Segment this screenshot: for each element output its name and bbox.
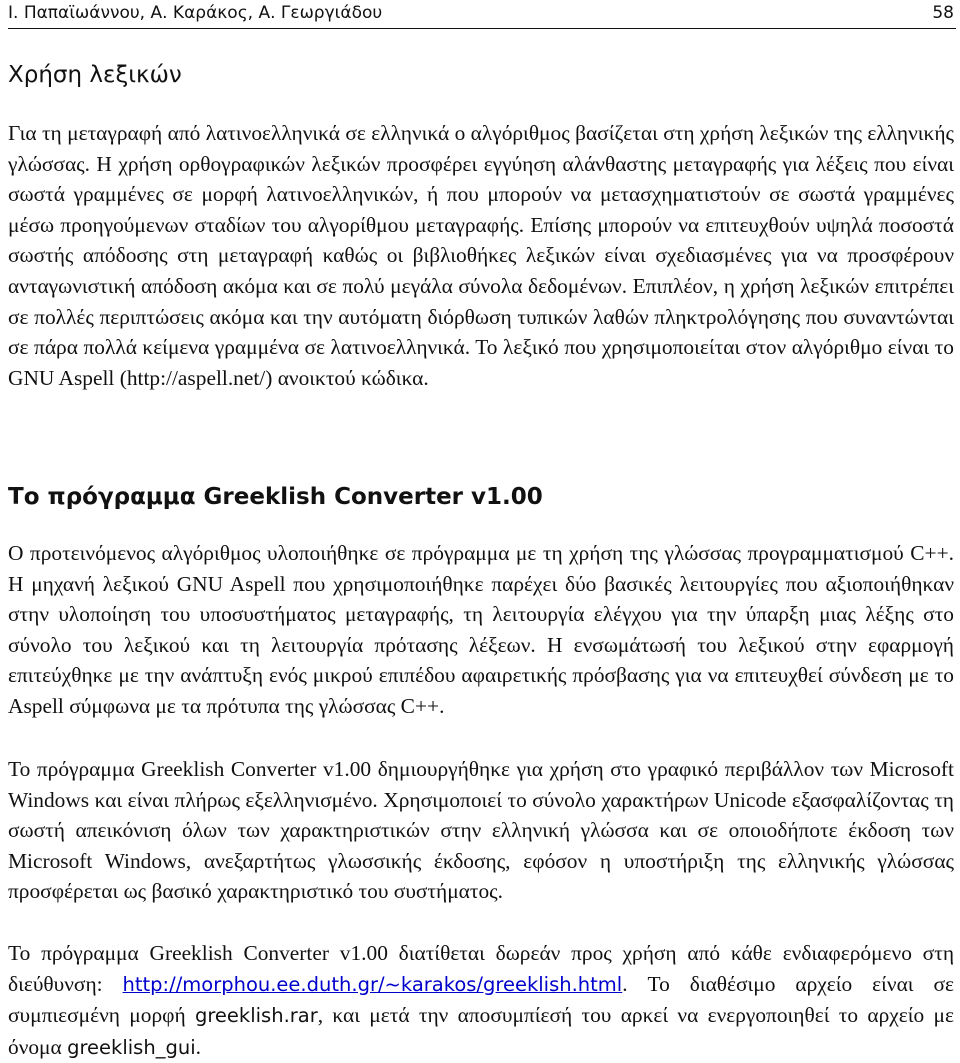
section-title-program: Το πρόγραμμα Greeklish Converter v1.00 bbox=[8, 484, 543, 510]
paragraph-availability bbox=[8, 938, 954, 1063]
availability-text-middle: . Το διαθέσιμο αρχείο είναι σε συμπιεσμένη μορφή bbox=[8, 971, 954, 1028]
section-title-dictionaries: Χρήση λεξικών bbox=[8, 62, 182, 88]
archive-filename: greeklish.rar bbox=[194, 1004, 318, 1028]
paragraph-implementation: Ο προτεινόμενος αλγόριθμος υλοποιήθηκε σε πρόγραμμα με τη χρήση της γλώσσας προγραμματισμού C++. Η μηχανή λεξικού GNU Aspell που χρησιμοποιήθηκε παρέχει δύο βασικές λειτουργίες που αξιοποιήθηκαν στην υλοποίηση του υποσυστήματος μεταγραφής, τη λειτουργία ελέγχου για την ύπαρξη μιας λέξης στο σύνολο του λεξικού και τη λειτουργία πρότασης λέξεων. Η ενσωμάτωσή του λεξικού στην εφαρμογή επιτεύχθηκε με την ανάπτυξη ενός μικρού επιπέδου αφαιρετικής πρόσβασης για να επιτευχθεί σύνδεση με το Aspell σύμφωνα με τα πρότυπα της γλώσσας C++. bbox=[8, 541, 954, 718]
availability-text-end: . bbox=[195, 1034, 201, 1059]
executable-filename: greeklish_gui bbox=[67, 1035, 196, 1059]
availability-text-start: Το πρόγραμμα Greeklish Converter v1.00 διατίθεται δωρεάν προς χρήση από κάθε ενδιαφερόμενο στη διεύθυνση: bbox=[8, 941, 954, 996]
paragraph-windows: Το πρόγραμμα Greeklish Converter v1.00 δημιουργήθηκε για χρήση στο γραφικό περιβάλλον των Microsoft Windows και είναι πλήρως εξελληνισμένο. Χρησιμοποιεί το σύνολο χαρακτήρων Unicode εξασφαλίζοντας τη σωστή απεικόνιση όλων των χαρακτηριστικών στην ελληνική γλώσσα και σε οποιοδήποτε έκδοση των Microsoft Windows, ανεξαρτήτως γλωσσικής έκδοσης, εφόσον η υποστήριξη της ελληνικής γλώσσας προσφέρεται ως βασικό χαρακτηριστικό του συστήματος. bbox=[8, 757, 954, 904]
header-authors: Ι. Παπαϊωάννου, Α. Καράκος, Α. Γεωργιάδου bbox=[8, 3, 383, 23]
running-header bbox=[8, 2, 956, 29]
paragraph-dictionaries: Για τη μεταγραφή από λατινοελληνικά σε ελληνικά ο αλγόριθμος βασίζεται στη χρήση λεξικών της ελληνικής γλώσσας. Η χρήση ορθογραφικών λεξικών προσφέρει εγγύηση αλάνθαστης μεταγραφής για λέξεις που είναι σωστά γραμμένες σε μορφή λατινοελληνικών, ή που μπορούν να μετασχηματιστούν σε σωστά γραμμένες μέσω προηγούμενων σταδίων του αλγορίθμου μεταγραφής. Επίσης μπορούν να επιτευχθούν υψηλά ποσοστά σωστής απόδοσης στη μεταγραφή καθώς οι βιβλιοθήκες λεξικών είναι σχεδιασμένες για να προσφέρουν ανταγωνιστική απόδοση ακόμα και σε πολύ μεγάλα σύνολα δεδομένων. Επιπλέον, η χρήση λεξικών επιτρέπει σε πολλές περιπτώσεις ακόμα και την αυτόματη διόρθωση τυπικών λαθών πληκτρολόγησης που συναντώνται σε πάρα πολλά κείμενα γραμμένα σε λατινοελληνικά. Το λεξικό που χρησιμοποιείται στον αλγόριθμο είναι το GNU Aspell (http://aspell.net/) ανοικτού κώδικα. bbox=[8, 121, 954, 390]
page-number: 58 bbox=[932, 3, 954, 23]
availability-text-after-file: , και μετά την αποσυμπίεσή του αρκεί να ενεργοποιηθεί το αρχείο με όνομα bbox=[8, 1003, 954, 1059]
download-link[interactable]: http://morphou.ee.duth.gr/~karakos/greeklish.html bbox=[122, 972, 623, 996]
